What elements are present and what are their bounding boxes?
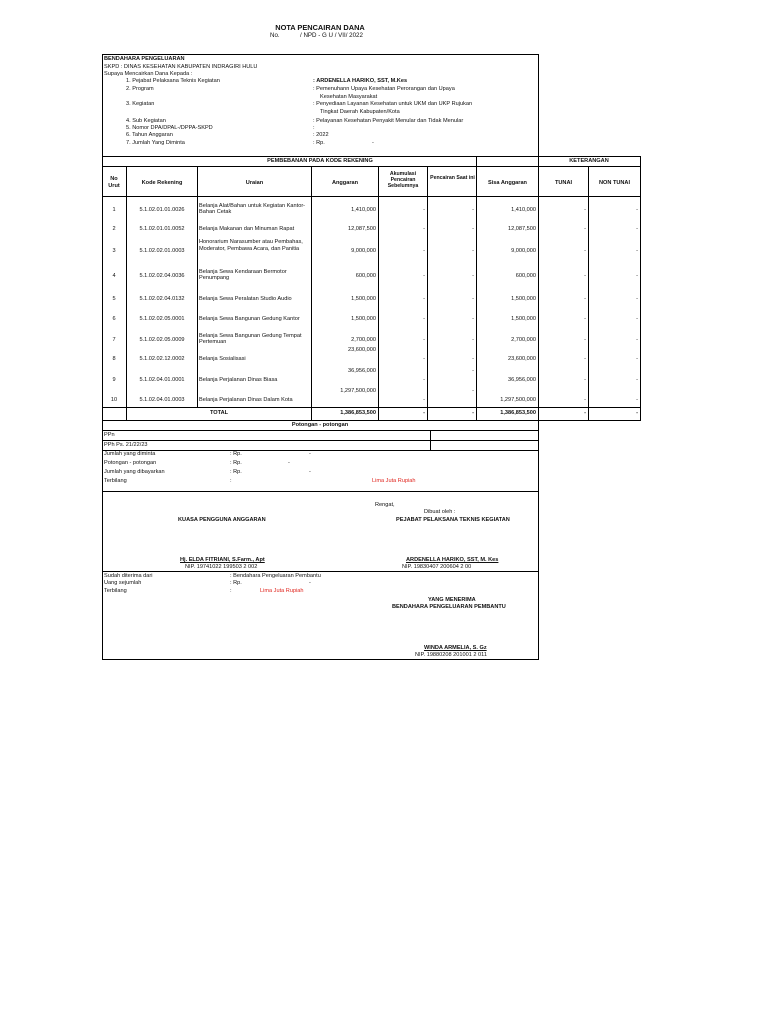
cell-kode: 5.1.02.01.01.0052 xyxy=(139,226,185,232)
table-header-bottom-line xyxy=(102,196,539,197)
frame-left-border xyxy=(102,54,103,660)
cell-nontunai: - xyxy=(636,296,638,302)
cell-no: 7 xyxy=(112,337,116,343)
cell-sisa: 9,000,000 xyxy=(511,248,536,254)
col-header-anggaran: Anggaran xyxy=(331,180,359,186)
header-field-label: 1. Pejabat Pelaksana Teknis Kegiatan xyxy=(126,78,220,84)
cell-pencairan: - xyxy=(472,316,474,322)
table-total-top-line xyxy=(102,407,539,408)
total-sisa: 1,386,853,500 xyxy=(500,410,536,416)
col-header-pencairan: Pencairan Saat ini xyxy=(430,175,475,181)
place-date: Rengat, xyxy=(375,502,395,508)
total-tunai: - xyxy=(584,410,586,416)
cell-kode: 5.1.02.02.12.0002 xyxy=(139,356,185,362)
keterangan-top-line xyxy=(538,156,641,157)
cell-uraian: Honorarium Narasumber atau Pembahas, Moderator, Pembawa Acara, dan Panitia xyxy=(199,239,303,252)
col-header-nontunai: NON TUNAI xyxy=(598,180,631,186)
pph-line-1 xyxy=(102,440,539,441)
cell-kode: 5.1.02.02.05.0001 xyxy=(139,316,185,322)
dibayarkan-label: Jumlah yang dibayarkan xyxy=(104,469,165,475)
cell-pencairan: - xyxy=(472,207,474,213)
cell-nontunai: - xyxy=(636,337,638,343)
cell-uraian: Belanja Sewa Bangunan Gedung Tempat Pertemuan xyxy=(199,332,302,346)
potongan-label: Potongan - potongan xyxy=(104,460,157,466)
bendahara-pembantu-title: BENDAHARA PENGELUARAN PEMBANTU xyxy=(392,604,506,610)
col-line-uraian xyxy=(311,166,312,420)
cell-pencairan: - xyxy=(472,248,474,254)
kpa-title: KUASA PENGGUNA ANGGARAN xyxy=(178,517,266,523)
cell-anggaran: 1,297,500,000 xyxy=(340,388,376,394)
cell-no: 6 xyxy=(112,316,116,322)
cell-akumulasi: - xyxy=(423,226,425,232)
header-field-value-continued: Kesehatan Masyarakat xyxy=(320,94,378,100)
cell-anggaran: 600,000 xyxy=(355,273,376,279)
cell-uraian: Belanja Sewa Bangunan Gedung Kantor xyxy=(199,316,300,322)
terbilang-colon: : xyxy=(230,478,232,484)
jumlah-diminta-label: Jumlah yang diminta xyxy=(104,451,156,457)
cell-akumulasi: - xyxy=(423,273,425,279)
cell-tunai: - xyxy=(584,248,586,254)
document-number: / NPD - G U / VII/ 2022 xyxy=(300,32,363,39)
cell-anggaran: 9,000,000 xyxy=(351,248,376,254)
header-field-value: : 2022 xyxy=(313,132,329,138)
pptk-nip: NIP. 19830407 200604 2 00 xyxy=(402,564,472,570)
potongan-header-bottom-line xyxy=(102,430,539,431)
keterangan-bottom-line xyxy=(538,420,641,421)
ppn-label: PPn xyxy=(104,432,115,438)
jumlah-diminta-value: : Rp. xyxy=(230,451,242,457)
pph-line-2 xyxy=(102,450,539,451)
cell-nontunai: - xyxy=(636,248,638,254)
cell-uraian: Belanja Perjalanan Dinas Dalam Kota xyxy=(199,397,293,403)
cell-akumulasi: - xyxy=(423,377,425,383)
kpa-nip: NIP. 19741022 199503 2 002 xyxy=(185,564,258,570)
cell-uraian: Belanja Perjalanan Dinas Biasa xyxy=(199,377,278,383)
terbilang-label: Terbilang xyxy=(104,478,127,484)
pph-divider xyxy=(430,430,431,450)
frame-top-border xyxy=(102,54,539,55)
total-akumulasi: - xyxy=(423,410,425,416)
pph-label: PPh Ps. 21/22/23 xyxy=(104,442,148,448)
uang-sejumlah-value: : Rp. xyxy=(230,580,242,586)
cell-sisa: 1,500,000 xyxy=(511,316,536,322)
pptk-title: PEJABAT PELAKSANA TEKNIS KEGIATAN xyxy=(396,517,510,523)
keterangan-header: KETERANGAN xyxy=(569,158,609,164)
cell-tunai: - xyxy=(584,207,586,213)
cell-tunai: - xyxy=(584,226,586,232)
cell-sisa: 600,000 xyxy=(515,273,536,279)
potongan-value: : Rp. xyxy=(230,460,242,466)
receipt-terbilang-colon: : xyxy=(230,588,232,594)
cell-anggaran: 36,956,000 xyxy=(348,368,376,374)
cell-kode: 5.1.02.04.01.0003 xyxy=(139,397,185,403)
cell-sisa: 1,410,000 xyxy=(511,207,536,213)
cell-nontunai: - xyxy=(636,397,638,403)
bendahara-label: BENDAHARA PENGELUARAN xyxy=(104,56,185,62)
col-header-uraian: Uraian xyxy=(245,180,264,186)
cell-tunai: - xyxy=(584,296,586,302)
uang-sejumlah-dash: - xyxy=(309,580,311,586)
cell-no: 2 xyxy=(112,226,116,232)
kpa-name: Hj. ELDA FITRIANI, S.Farm., Apt xyxy=(180,557,265,563)
col-header-akumulasi: Akumulasi Pencairan Sebelumnya xyxy=(387,171,419,189)
cell-akumulasi: - xyxy=(423,397,425,403)
header-field-label: 3. Kegiatan xyxy=(126,101,155,107)
cell-tunai: - xyxy=(584,337,586,343)
cell-no: 5 xyxy=(112,296,116,302)
terbilang-bottom-line xyxy=(102,491,539,492)
cell-tunai: - xyxy=(584,356,586,362)
cell-uraian: Belanja Sewa Kendaraan Bermotor Penumpang xyxy=(199,268,287,282)
table-subheader-line xyxy=(102,166,539,167)
header-field-label: 2. Program xyxy=(126,86,154,92)
header-field-value: : xyxy=(313,125,315,131)
receiver-name: WINDA ARMELIA, S. Gz xyxy=(424,645,487,651)
total-nontunai: - xyxy=(636,410,638,416)
keterangan-total-line xyxy=(538,407,641,408)
cell-sisa: 1,297,500,000 xyxy=(500,397,536,403)
cell-nontunai: - xyxy=(636,316,638,322)
cell-kode: 5.1.02.01.01.0026 xyxy=(139,207,185,213)
table-total-bottom-line xyxy=(102,420,539,421)
dibuat-oleh: Dibuat oleh : xyxy=(424,509,456,515)
cell-tunai: - xyxy=(584,316,586,322)
header-field-value: : Pemenuhann Upaya Kesehatan Perorangan dan Upaya xyxy=(313,86,455,92)
total-label: TOTAL xyxy=(209,410,229,416)
total-pencairan: - xyxy=(472,410,474,416)
cell-kode: 5.1.02.02.01.0003 xyxy=(139,248,185,254)
cell-akumulasi: - xyxy=(423,316,425,322)
cell-akumulasi: - xyxy=(423,207,425,213)
terbilang-value: Lima Juta Rupiah xyxy=(372,478,416,484)
cell-no: 1 xyxy=(112,207,116,213)
cell-uraian: Belanja Sosialisasi xyxy=(199,356,246,362)
cell-anggaran: 12,087,500 xyxy=(348,226,376,232)
cell-anggaran: 2,700,000 xyxy=(351,337,376,343)
keterangan-sub-line xyxy=(538,166,641,167)
cell-tunai: - xyxy=(584,377,586,383)
header-field-value: : Pelayanan Kesehatan Penyakit Menular dan Tidak Menular xyxy=(313,118,464,124)
cell-nontunai: - xyxy=(636,207,638,213)
header-field-value: : Penyediaan Layanan Kesehatan untuk UKM dan UKP Rujukan xyxy=(313,101,473,107)
cell-sisa: 1,500,000 xyxy=(511,296,536,302)
cell-sisa: 23,600,000 xyxy=(508,356,536,362)
cell-kode: 5.1.02.04.01.0001 xyxy=(139,377,185,383)
jumlah-diminta-dash: - xyxy=(309,451,311,457)
cell-nontunai: - xyxy=(636,273,638,279)
cell-pencairan: - xyxy=(472,368,474,374)
cell-pencairan: - xyxy=(472,337,474,343)
cell-kode: 5.1.02.02.04.0036 xyxy=(139,273,185,279)
document-title: NOTA PENCAIRAN DANA xyxy=(275,23,365,32)
cell-sisa: 12,087,500 xyxy=(508,226,536,232)
cell-no: 4 xyxy=(112,273,116,279)
col-line-kode xyxy=(197,166,198,407)
col-header-tunai: TUNAI xyxy=(554,180,573,186)
cell-sisa: 2,700,000 xyxy=(511,337,536,343)
cell-no: 10 xyxy=(110,397,118,403)
frame-bottom-border xyxy=(102,659,539,660)
cell-akumulasi: - xyxy=(423,356,425,362)
cell-anggaran: 1,500,000 xyxy=(351,296,376,302)
col-header-kode: Kode Rekening xyxy=(141,180,183,186)
header-field-value-continued: Tingkat Daerah Kabupaten/Kota xyxy=(320,109,400,115)
receiver-nip: NIP. 19880208 201001 2 011 xyxy=(415,652,487,658)
cell-anggaran: 1,410,000 xyxy=(351,207,376,213)
cell-pencairan: - xyxy=(472,273,474,279)
cell-no: 9 xyxy=(112,377,116,383)
header-field-value: : ARDENELLA HARIKO, SST, M.Kes xyxy=(313,78,408,84)
potongan-dash: - xyxy=(288,460,290,466)
cell-pencairan: - xyxy=(472,296,474,302)
cell-uraian: Belanja Sewa Peralatan Studio Audio xyxy=(199,296,292,302)
cell-tunai: - xyxy=(584,273,586,279)
cell-uraian: Belanja Alat/Bahan untuk Kegiatan Kantor-Bahan Cetak xyxy=(199,202,306,216)
cell-nontunai: - xyxy=(636,356,638,362)
pembebanan-header: PEMBEBANAN PADA KODE REKENING xyxy=(267,158,373,164)
table-top-border xyxy=(102,156,539,157)
total-anggaran: 1,386,853,500 xyxy=(340,410,376,416)
dibayarkan-dash: - xyxy=(309,469,311,475)
supaya-label: Supaya Mencairkan Dana Kepada : xyxy=(104,71,193,77)
cell-sisa: 36,956,000 xyxy=(508,377,536,383)
sudah-diterima-label: Sudah diterima dari xyxy=(104,573,153,579)
uang-sejumlah-label: Uang sejumlah xyxy=(104,580,142,586)
header-field-value: : Rp. xyxy=(313,140,325,146)
skpd-label: SKPD : DINAS KESEHATAN KABUPATEN INDRAGIRI HULU xyxy=(104,64,258,70)
pptk-name: ARDENELLA HARIKO, SST, M. Kes xyxy=(406,557,499,563)
cell-no: 3 xyxy=(112,248,116,254)
header-field-value-continued: - xyxy=(372,140,374,146)
col-line-akumulasi xyxy=(427,166,428,420)
cell-akumulasi: - xyxy=(423,248,425,254)
signature-bottom-line xyxy=(102,571,539,572)
cell-pencairan: - xyxy=(472,388,474,394)
col-header-sisa: Sisa Anggaran xyxy=(488,180,527,186)
cell-akumulasi: - xyxy=(423,337,425,343)
header-field-label: 4. Sub Kegiatan xyxy=(126,118,166,124)
yang-menerima: YANG MENERIMA xyxy=(428,597,476,603)
cell-nontunai: - xyxy=(636,226,638,232)
cell-no: 8 xyxy=(112,356,116,362)
cell-tunai: - xyxy=(584,397,586,403)
dibayarkan-value: : Rp. xyxy=(230,469,242,475)
header-field-label: 6. Tahun Anggaran xyxy=(126,132,173,138)
cell-kode: 5.1.02.02.05.0009 xyxy=(139,337,185,343)
cell-akumulasi: - xyxy=(423,296,425,302)
receipt-terbilang-value: Lima Juta Rupiah xyxy=(260,588,304,594)
document-number-prefix: No. xyxy=(270,32,280,39)
cell-pencairan: - xyxy=(472,226,474,232)
cell-nontunai: - xyxy=(636,377,638,383)
col-header-no: No Urut xyxy=(108,176,120,189)
keterangan-header-line xyxy=(538,196,641,197)
receipt-terbilang-label: Terbilang xyxy=(104,588,127,594)
potongan-header: Potongan - potongan xyxy=(291,422,349,428)
cell-kode: 5.1.02.02.04.0132 xyxy=(139,296,185,302)
header-field-label: 7. Jumlah Yang Diminta xyxy=(126,140,185,146)
cell-uraian: Belanja Makanan dan Minuman Rapat xyxy=(199,226,295,232)
col-line-anggaran xyxy=(378,166,379,420)
cell-anggaran: 23,600,000 xyxy=(348,347,376,353)
cell-anggaran: 1,500,000 xyxy=(351,316,376,322)
header-field-label: 5. Nomor DPA/DPAL-/DPPA-SKPD xyxy=(126,125,213,131)
cell-pencairan: - xyxy=(472,356,474,362)
sudah-diterima-value: : Bendahara Pengeluaran Pembantu xyxy=(230,573,321,579)
